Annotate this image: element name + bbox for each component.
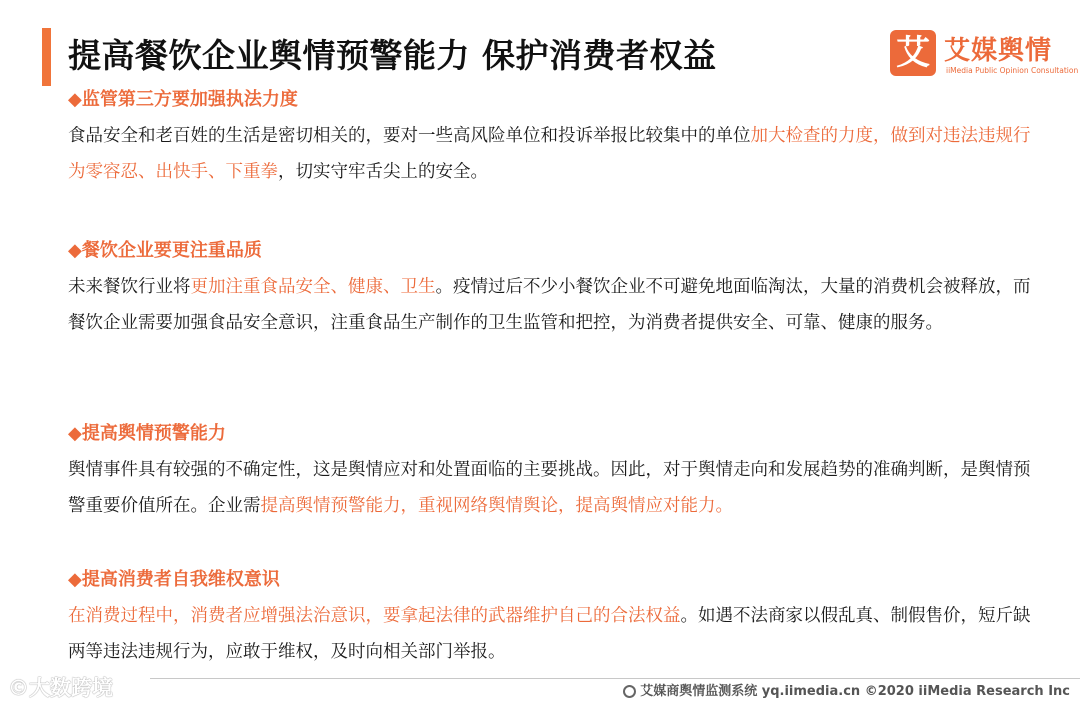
body-highlight: 提高舆情预警能力，重视网络舆情舆论，提高舆情应对能力。 (260, 496, 733, 516)
footer-divider (150, 678, 1080, 679)
body-text: 舆情事件具有较强的不确定性，这是舆情应对和处置面临的主要挑战。因此，对于舆情走向和发展趋势的准确判断，是舆情预警重要价值所在。企业需 (68, 460, 1031, 516)
body-highlight: 更加注重食品安全、健康、卫生 (190, 277, 436, 297)
body-text: ，切实守牢舌尖上的安全。 (278, 162, 488, 182)
body-text: 未来餐饮行业将 (68, 277, 191, 297)
footer-text: 艾媒商舆情监测系统 yq.iimedia.cn ©2020 iiMedia Research Inc (640, 684, 1070, 699)
section-heading: ◆餐饮企业要更注重品质 (68, 240, 262, 261)
section-quality (68, 237, 1043, 341)
section-body (68, 452, 1043, 524)
section-body (68, 598, 1043, 670)
footer (623, 680, 1070, 699)
body-highlight: 在消费过程中，消费者应增强法治意识，要拿起法律的武器维护自己的合法权益 (68, 606, 681, 626)
body-text: 食品安全和老百姓的生活是密切相关的，要对一些高风险单位和投诉举报比较集中的单位 (68, 126, 751, 146)
watermark: ©大数跨境 (8, 676, 113, 700)
body-highlight: 加大检查的力度，做到对违法违规行为零容忍、出快手、下重拳 (68, 126, 1031, 182)
section-regulation (68, 86, 1043, 190)
section-heading: ◆监管第三方要加强执法力度 (68, 89, 298, 110)
section-heading: ◆提高消费者自我维权意识 (68, 569, 280, 590)
section-warning (68, 420, 1043, 524)
section-body (68, 118, 1043, 190)
section-body (68, 269, 1043, 341)
globe-icon (623, 685, 636, 698)
page-title: 提高餐饮企业舆情预警能力 保护消费者权益 (68, 36, 717, 75)
logo-name: 艾媒舆情 (944, 36, 1053, 66)
logo-subtitle: iiMedia Public Opinion Consultation (946, 66, 1079, 75)
section-heading: ◆提高舆情预警能力 (68, 423, 226, 444)
body-text: 。如遇不法商家以假乱真、制假售价，短斤缺两等违法违规行为，应敢于维权，及时向相关部门举报。 (68, 606, 1031, 662)
logo-mark-icon: 艾 (890, 30, 936, 76)
section-consumer-rights (68, 566, 1043, 670)
brand-logo (890, 30, 1079, 80)
title-accent-bar (42, 28, 51, 86)
body-text: 。疫情过后不少小餐饮企业不可避免地面临淘汰，大量的消费机会被释放，而餐饮企业需要加强食品安全意识，注重食品生产制作的卫生监管和把控，为消费者提供安全、可靠、健康的服务。 (68, 277, 1031, 333)
